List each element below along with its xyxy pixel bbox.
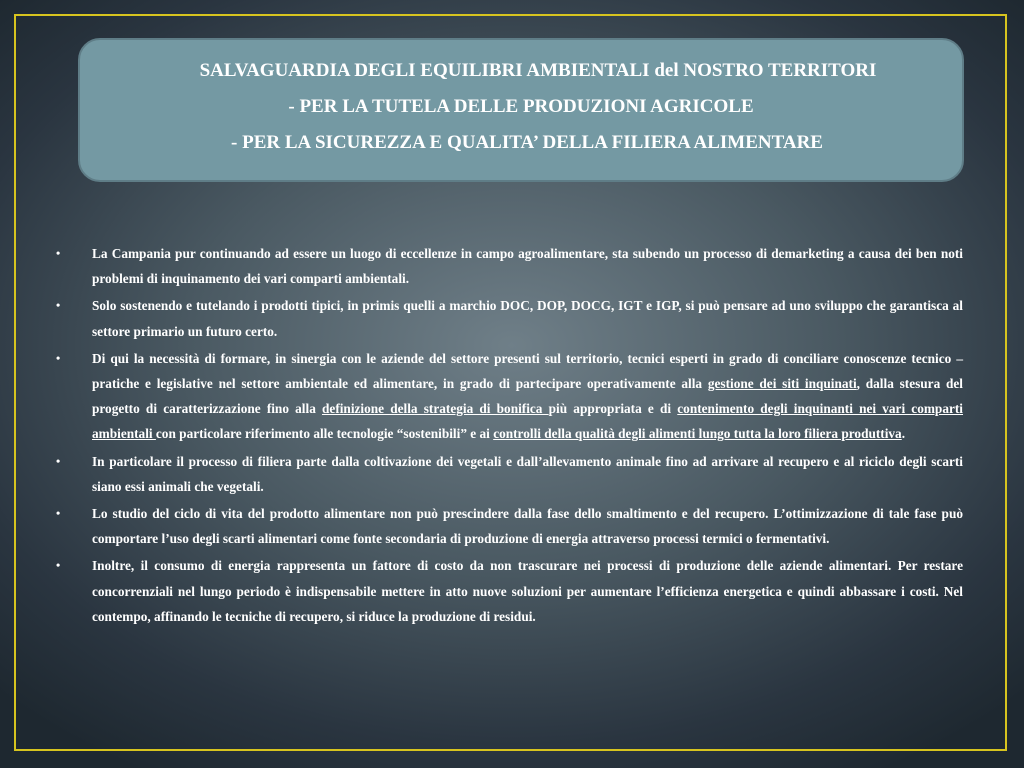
bullet-text: La Campania pur continuando ad essere un luogo di eccellenze in campo agroalimentare, sta subendo un processo di demarketing a causa dei ben noti problemi di inquinamento dei vari comparti ambientali. <box>92 246 963 287</box>
underlined-phrase: contenimento degli inquinanti nei vari comparti ambientali <box>92 401 964 442</box>
bullet-text: Lo studio del ciclo di vita del prodotto alimentare non può prescindere dalla fase dello smaltimento e del recupero. L’ottimizzazione di tale fase può comportare l’uso degli scarti alimentari come fonte secondaria di produzione di energia attraverso processi termici o fermentativi. <box>92 506 963 547</box>
bullet-text-segment: . <box>901 426 906 442</box>
list-item <box>56 241 963 291</box>
underlined-phrase: controlli della qualità degli alimenti lungo tutta la loro filiera produttiva <box>493 426 902 442</box>
bullet-icon: • <box>56 506 61 521</box>
underlined-phrase: definizione della strategia di bonifica <box>322 401 549 417</box>
bullet-icon: • <box>56 453 61 468</box>
list-item <box>56 293 963 343</box>
list-item <box>56 346 963 447</box>
list-item <box>56 501 963 551</box>
bullet-text-segment: Di qui la necessità di formare, in sinergia con le aziende del settore presenti sul territorio, tecnici esperti in grado di conciliare conoscenze tecnico – pratiche e legislative nel settore ambientale ed alimentare, in grado di partecipare operativamente alla <box>92 350 963 392</box>
bullet-icon: • <box>56 298 61 313</box>
bullet-text: Solo sostenendo e tutelando i prodotti tipici, in primis quelli a marchio DOC, DOP, DOCG, IGT e IGP, si può pensare ad uno sviluppo che garantisca al settore primario un futuro certo. <box>92 298 963 339</box>
title-line-2: - PER LA TUTELA DELLE PRODUZIONI AGRICOLE <box>288 96 754 117</box>
title-line-1: SALVAGUARDIA DEGLI EQUILIBRI AMBIENTALI del NOSTRO TERRITORI <box>199 60 877 81</box>
bullet-icon: • <box>56 558 61 573</box>
bullet-text-segment: più appropriata e di <box>548 401 678 417</box>
slide-content <box>56 241 963 631</box>
bullet-icon: • <box>56 246 61 260</box>
bullet-list <box>56 241 963 629</box>
bullet-text-segment: con particolare riferimento alle tecnologie “sostenibili” e ai <box>155 426 494 442</box>
title-line-3: - PER LA SICUREZZA E QUALITA’ DELLA FILIERA ALIMENTARE <box>231 132 823 153</box>
underlined-phrase: gestione dei siti inquinati <box>707 376 857 392</box>
title-box <box>78 38 964 182</box>
list-item <box>56 553 963 629</box>
bullet-text: Inoltre, il consumo di energia rappresenta un fattore di costo da non trascurare nei processi di produzione delle aziende alimentari. Per restare concorrenziali nel lungo periodo è indispensabile mettere in atto nuove soluzioni per aumentare l’efficienza energetica e quindi abbassare i costi. Nel contempo, affinando le tecniche di recupero, si riduce la produzione di residui. <box>92 558 963 624</box>
bullet-text-segment: , dalla stesura del progetto di caratterizzazione fino alla <box>92 376 963 417</box>
bullet-text: In particolare il processo di filiera parte dalla coltivazione dei vegetali e dall’allevamento animale fino ad arrivare al recupero e al riciclo degli scarti siano essi animali che vegetali. <box>92 453 963 494</box>
bullet-icon: • <box>56 350 61 365</box>
list-item <box>56 449 963 499</box>
